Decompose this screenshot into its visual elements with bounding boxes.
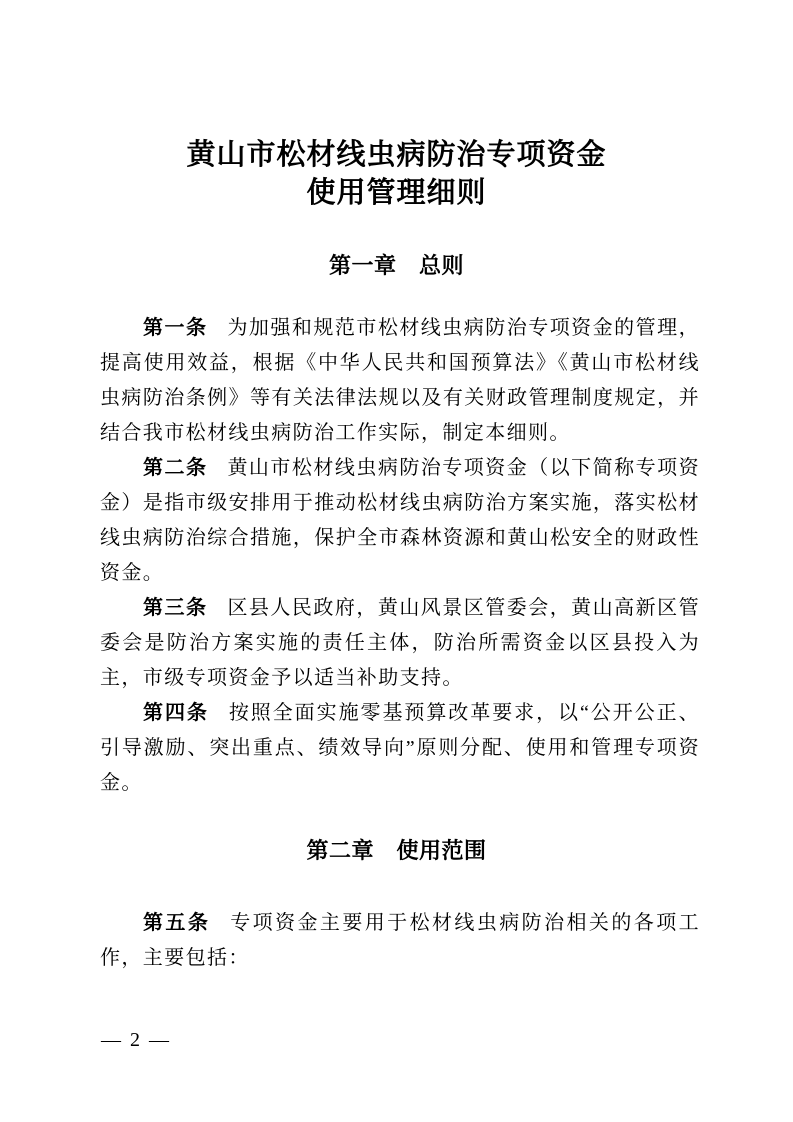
page-number: — 2 —: [101, 1029, 171, 1051]
article-1-number: 第一条: [143, 317, 208, 339]
article-5-number: 第五条: [143, 912, 211, 934]
article-3-number: 第三条: [143, 597, 208, 619]
article-1-paragraph: [100, 311, 700, 451]
article-2-text: 黄山市松材线虫病防治专项资金（以下简称专项资金）是指市级安排用于推动松材线虫病防治方案实施，落实松材线虫病防治综合措施，保护全市森林资源和黄山松安全的财政性资金。: [100, 457, 700, 584]
article-3-text: 区县人民政府，黄山风景区管委会，黄山高新区管委会是防治方案实施的责任主体，防治所需资金以区县投入为主，市级专项资金予以适当补助支持。: [100, 597, 700, 689]
article-5-text: 专项资金主要用于松材线虫病防治相关的各项工作，主要包括：: [100, 912, 701, 969]
article-1-text: 为加强和规范市松材线虫病防治专项资金的管理，提高使用效益，根据《中华人民共和国预算法》《黄山市松材线虫病防治条例》等有关法律法规以及有关财政管理制度规定，并结合我市松材线虫病防治工作实际，制定本细则。: [100, 317, 700, 444]
document-title-line1: 黄山市松材线虫病防治专项资金: [186, 139, 607, 171]
article-4-paragraph: [100, 696, 700, 801]
article-4-number: 第四条: [143, 702, 209, 724]
article-2-paragraph: [100, 451, 700, 591]
article-5-paragraph: [100, 906, 700, 976]
article-2-number: 第二条: [143, 457, 208, 479]
document-title: [0, 0, 793, 212]
document-title-line2: 使用管理细则: [306, 177, 487, 209]
article-4-text: 按照全面实施零基预算改革要求，以“公开公正、引导激励、突出重点、绩效导向”原则分配、使用和管理专项资金。: [100, 702, 700, 794]
article-3-paragraph: [100, 591, 700, 696]
chapter-1-heading: 第一章 总则: [328, 253, 464, 278]
chapter-2-heading: 第二章 使用范围: [306, 838, 487, 863]
